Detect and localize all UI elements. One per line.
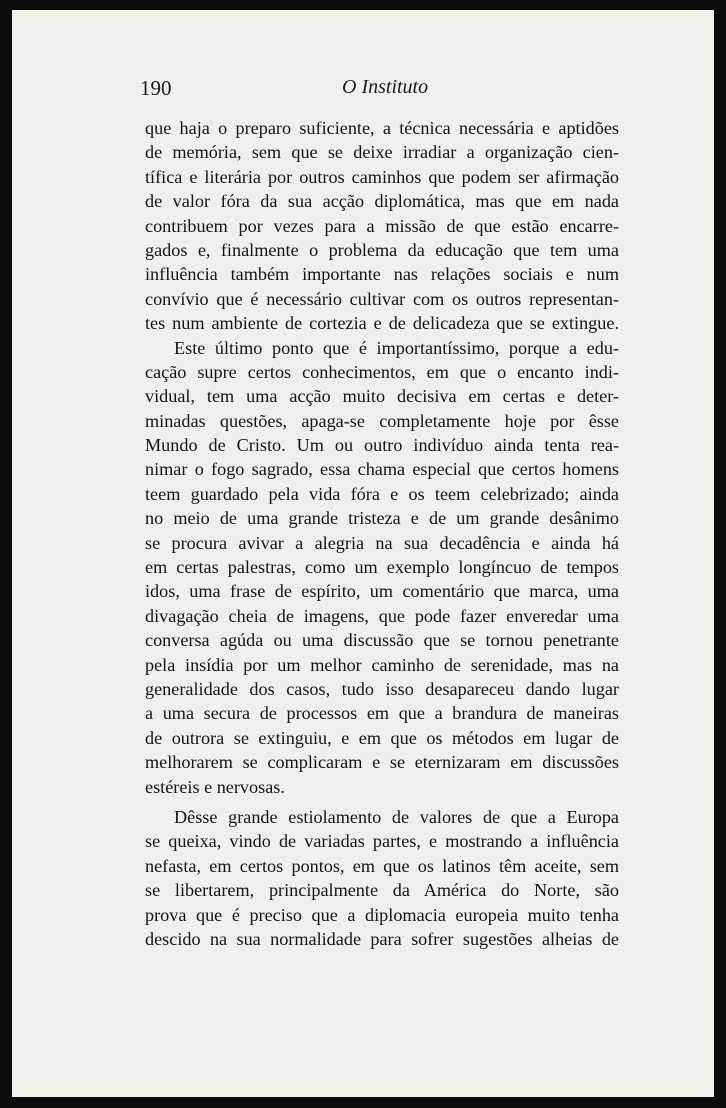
paragraph-2 — [145, 336, 619, 799]
text-line: cação supre certos conhecimentos, em que o encanto indi- — [145, 361, 619, 382]
text-line: melhorarem se complicaram e se eternizaram em discussões — [145, 752, 619, 773]
text-line: nimar o fogo sagrado, essa chama especial que certos homens — [145, 459, 619, 480]
text-line: se queixa, vindo de variadas partes, e mostrando a influência — [145, 831, 619, 852]
text-line: prova que é preciso que a diplomacia europeia muito tenha — [145, 904, 619, 925]
text-line: influência também importante nas relações sociais e num — [145, 264, 619, 285]
text-line: Mundo de Cristo. Um ou outro indivíduo ainda tenta rea- — [145, 435, 619, 456]
text-line: se libertarem, principalmente da América do Norte, são — [145, 880, 619, 901]
text-line: tífica e literária por outros caminhos que podem ser afirmação — [145, 166, 619, 187]
text-line: nefasta, em certos pontos, em que os latinos têm aceite, sem — [145, 855, 619, 876]
text-line: convívio que é necessário cultivar com os outros representan- — [145, 288, 619, 309]
book-page — [12, 10, 714, 1097]
text-line: vidual, tem uma acção muito decisiva em certas e deter- — [145, 386, 619, 407]
text-line: que haja o preparo suficiente, a técnica necessária e aptidões — [145, 118, 619, 138]
text-line: divagação cheia de imagens, que pode fazer enveredar uma — [145, 605, 619, 626]
body-text — [145, 116, 619, 951]
text-line: em certas palestras, como um exemplo longíncuo de tempos — [145, 557, 619, 578]
paragraph-1 — [145, 116, 619, 336]
text-line: a uma secura de processos em que a brandura de maneiras — [145, 703, 619, 724]
page-number: 190 — [140, 76, 172, 100]
text-line: gados e, finalmente o problema da educação que tem uma — [145, 239, 619, 260]
text-line: estéreis e nervosas. — [145, 776, 285, 797]
text-line: generalidade dos casos, tudo isso desapareceu dando lugar — [145, 678, 619, 699]
paragraph-3 — [145, 805, 619, 951]
page-header — [12, 72, 714, 102]
text-line: conversa agúda ou uma discussão que se tornou penetrante — [145, 630, 619, 651]
text-line: teem guardado pela vida fóra e os teem celebrizado; ainda — [145, 483, 619, 504]
text-line: no meio de uma grande tristeza e de um grande desânimo — [145, 508, 619, 529]
text-line: tes num ambiente de cortezia e de delicadeza que se extingue. — [145, 313, 619, 334]
text-line: descido na sua normalidade para sofrer sugestões alheias de — [145, 928, 619, 949]
text-line: Este último ponto que é importantíssimo, porque a edu- — [174, 337, 619, 358]
text-line: de memória, sem que se deixe irradiar a organização cien- — [145, 142, 619, 163]
text-line: de valor fóra da sua acção diplomática, mas que em nada — [145, 191, 619, 212]
text-line: minadas questões, apaga-se completamente hoje por êsse — [145, 410, 619, 431]
text-line: pela insídia por um melhor caminho de serenidade, mas na — [145, 654, 619, 675]
text-line: Dêsse grande estiolamento de valores de que a Europa — [174, 806, 619, 827]
running-title: O Instituto — [342, 76, 429, 98]
text-line: idos, uma frase de espírito, um comentário que marca, uma — [145, 581, 619, 602]
text-line: contribuem por vezes para a missão de que estão encarre- — [145, 215, 619, 236]
text-line: de outrora se extinguiu, e em que os métodos em lugar de — [145, 727, 619, 748]
text-line: se procura avivar a alegria na sua decadência e ainda há — [145, 532, 619, 553]
